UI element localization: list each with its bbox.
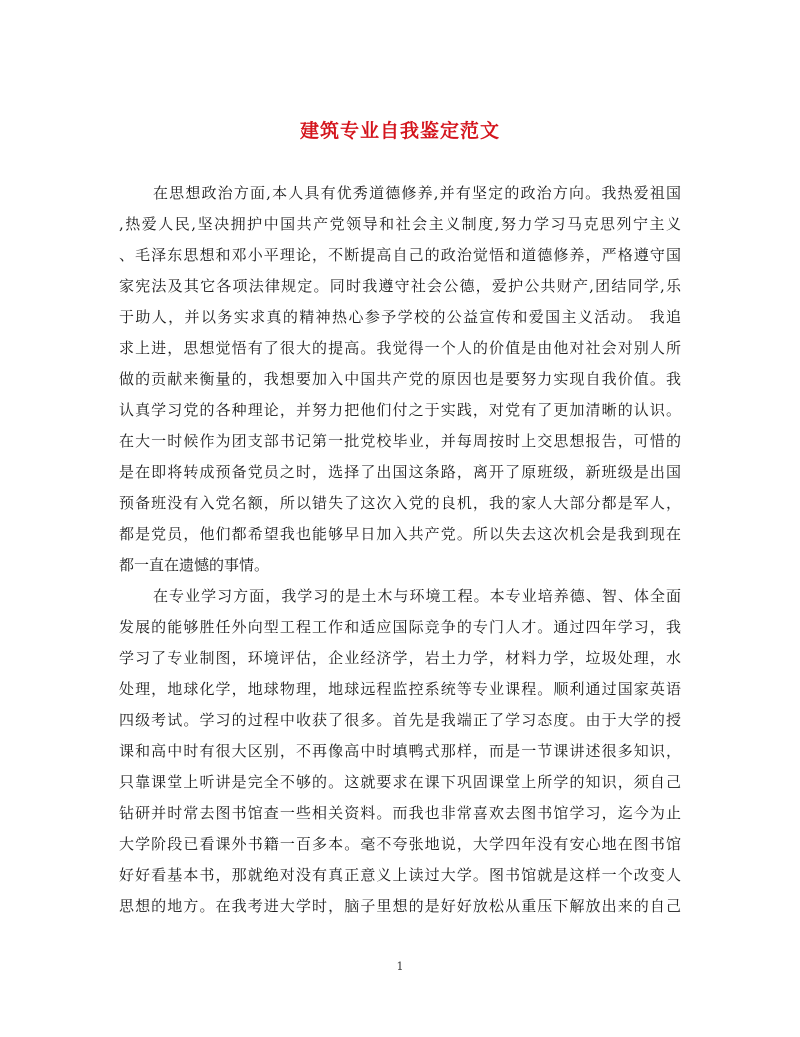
paragraph-line: 在思想政治方面,本人具有优秀道德修养,并有坚定的政治方向。我热爱祖国 — [153, 184, 681, 202]
paragraph-line: 钻研并时常去图书馆查一些相关资料。而我也非常喜欢去图书馆学习，迄今为止 — [119, 804, 681, 822]
document-title: 建筑专业自我鉴定范文 — [299, 120, 500, 142]
document-body — [119, 178, 681, 922]
paragraph-line: 处理，地球化学，地球物理，地球远程监控系统等专业课程。顺利通过国家英语 — [119, 680, 681, 698]
paragraph-politics — [119, 178, 681, 581]
paragraph-line: 做的贡献来衡量的，我想要加入中国共产党的原因也是要努力实现自我价值。我 — [119, 370, 681, 388]
paragraph-line: 认真学习党的各种理论，并努力把他们付之于实践，对党有了更加清晰的认识。 — [119, 401, 681, 419]
paragraph-line: 学习了专业制图，环境评估，企业经济学，岩土力学，材料力学，垃圾处理，水 — [119, 649, 681, 667]
paragraph-line: 好好看基本书，那就绝对没有真正意义上读过大学。图书馆就是这样一个改变人 — [119, 866, 681, 884]
paragraph-line: 发展的能够胜任外向型工程工作和适应国际竞争的专门人才。通过四年学习，我 — [119, 618, 681, 636]
paragraph-line: 课和高中时有很大区别，不再像高中时填鸭式那样，而是一节课讲述很多知识， — [119, 742, 681, 760]
page-number: 1 — [396, 960, 404, 973]
paragraph-line: 、毛泽东思想和邓小平理论，不断提高自己的政治觉悟和道德修养，严格遵守国 — [119, 246, 681, 264]
paragraph-line: 大学阶段已看课外书籍一百多本。毫不夸张地说，大学四年没有安心地在图书馆 — [119, 835, 681, 853]
paragraph-line: 预备班没有入党名额，所以错失了这次入党的良机，我的家人大部分都是军人， — [119, 494, 681, 512]
paragraph-line: 都一直在遗憾的事情。 — [119, 556, 270, 574]
paragraph-line: 于助人，并以务实求真的精神热心参予学校的公益宣传和爱国主义活动。 我追 — [119, 308, 681, 326]
paragraph-line: 是在即将转成预备党员之时，选择了出国这条路，离开了原班级，新班级是出国 — [119, 463, 681, 481]
paragraph-line: 思想的地方。在我考进大学时，脑子里想的是好好放松从重压下解放出来的自己 — [119, 897, 681, 915]
paragraph-line: 求上进，思想觉悟有了很大的提高。我觉得一个人的价值是由他对社会对别人所 — [119, 339, 681, 357]
paragraph-line: ,热爱人民,坚决拥护中国共产党领导和社会主义制度,努力学习马克思列宁主义 — [119, 215, 681, 233]
paragraph-study — [119, 581, 681, 922]
paragraph-line: 在大一时候作为团支部书记第一批党校毕业，并每周按时上交思想报告，可惜的 — [119, 432, 681, 450]
paragraph-line: 四级考试。学习的过程中收获了很多。首先是我端正了学习态度。由于大学的授 — [119, 711, 681, 729]
paragraph-line: 都是党员，他们都希望我也能够早日加入共产党。所以失去这次机会是我到现在 — [119, 525, 681, 543]
paragraph-line: 在专业学习方面，我学习的是土木与环境工程。本专业培养德、智、体全面 — [153, 587, 681, 605]
paragraph-line: 只靠课堂上听讲是完全不够的。这就要求在课下巩固课堂上所学的知识，须自己 — [119, 773, 681, 791]
paragraph-line: 家宪法及其它各项法律规定。同时我遵守社会公德，爱护公共财产,团结同学,乐 — [119, 277, 681, 295]
